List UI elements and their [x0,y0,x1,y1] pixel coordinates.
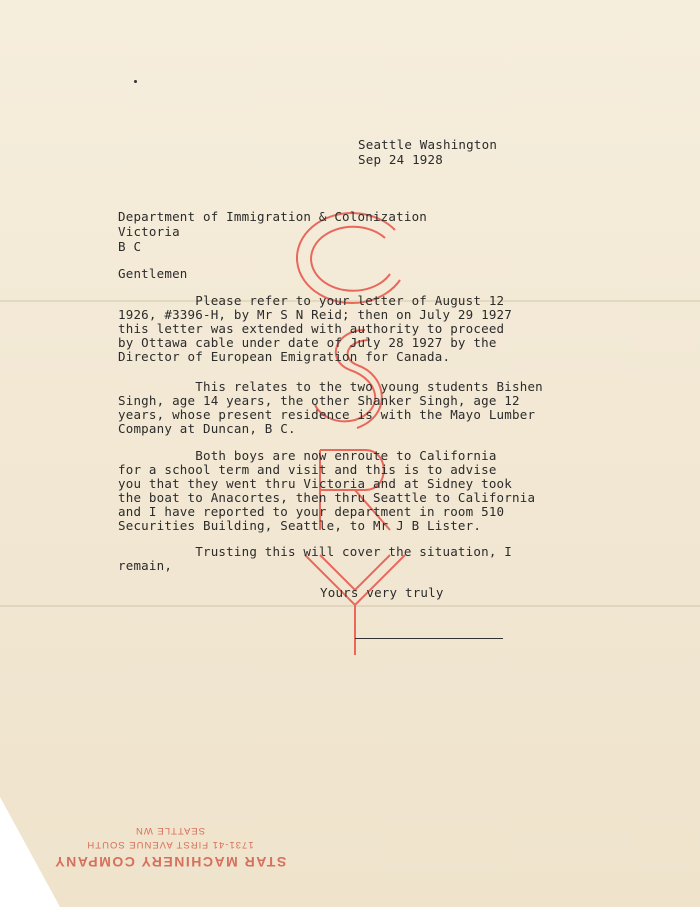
stamp-address: 1731-41 FIRST AVENUE SOUTH [86,839,254,850]
monogram-stamp-icon [295,210,425,670]
paragraph-1: Please refer to your letter of August 12 1926, #3396-H, by Mr S N Reid; then on July 29 1927 this letter was extended with authority to proceed by Ottawa cable under date of July 28 1927 by the Director of European Emigration for Canada. [118,293,513,364]
stamp-city: SEATTLE WN [135,825,205,836]
signature-line [355,638,503,639]
ink-speck [134,80,137,83]
paragraph-2: This relates to the two young students Bishen Singh, age 14 years, the other Shanker Singh, age 12 years, whose present residence is with the Mayo Lumber Company at Duncan, B C. [118,379,543,436]
letter-place: Seattle Washington [358,137,498,152]
salutation: Gentlemen [118,266,188,281]
recipient-line-1: Department of Immigration & Colonization [118,209,428,224]
letter-date: Sep 24 1928 [358,152,443,167]
recipient-line-3: B C [118,239,142,254]
recipient-line-2: Victoria [118,224,180,239]
closing: Yours very truly [320,585,444,600]
paragraph-3: Both boys are now enroute to California for a school term and visit and this is to advise you that they went thru Victoria and at Sidney took the boat to Anacortes, then thru Seattle to California and I have reported to your department in room 510 Securities Building, Seattle, to Mr J B Lister. [118,448,536,533]
stamp-company-name: STAR MACHINERY COMPANY [53,854,287,870]
company-stamp [40,805,300,870]
paragraph-4: Trusting this will cover the situation, I remain, [118,544,513,573]
